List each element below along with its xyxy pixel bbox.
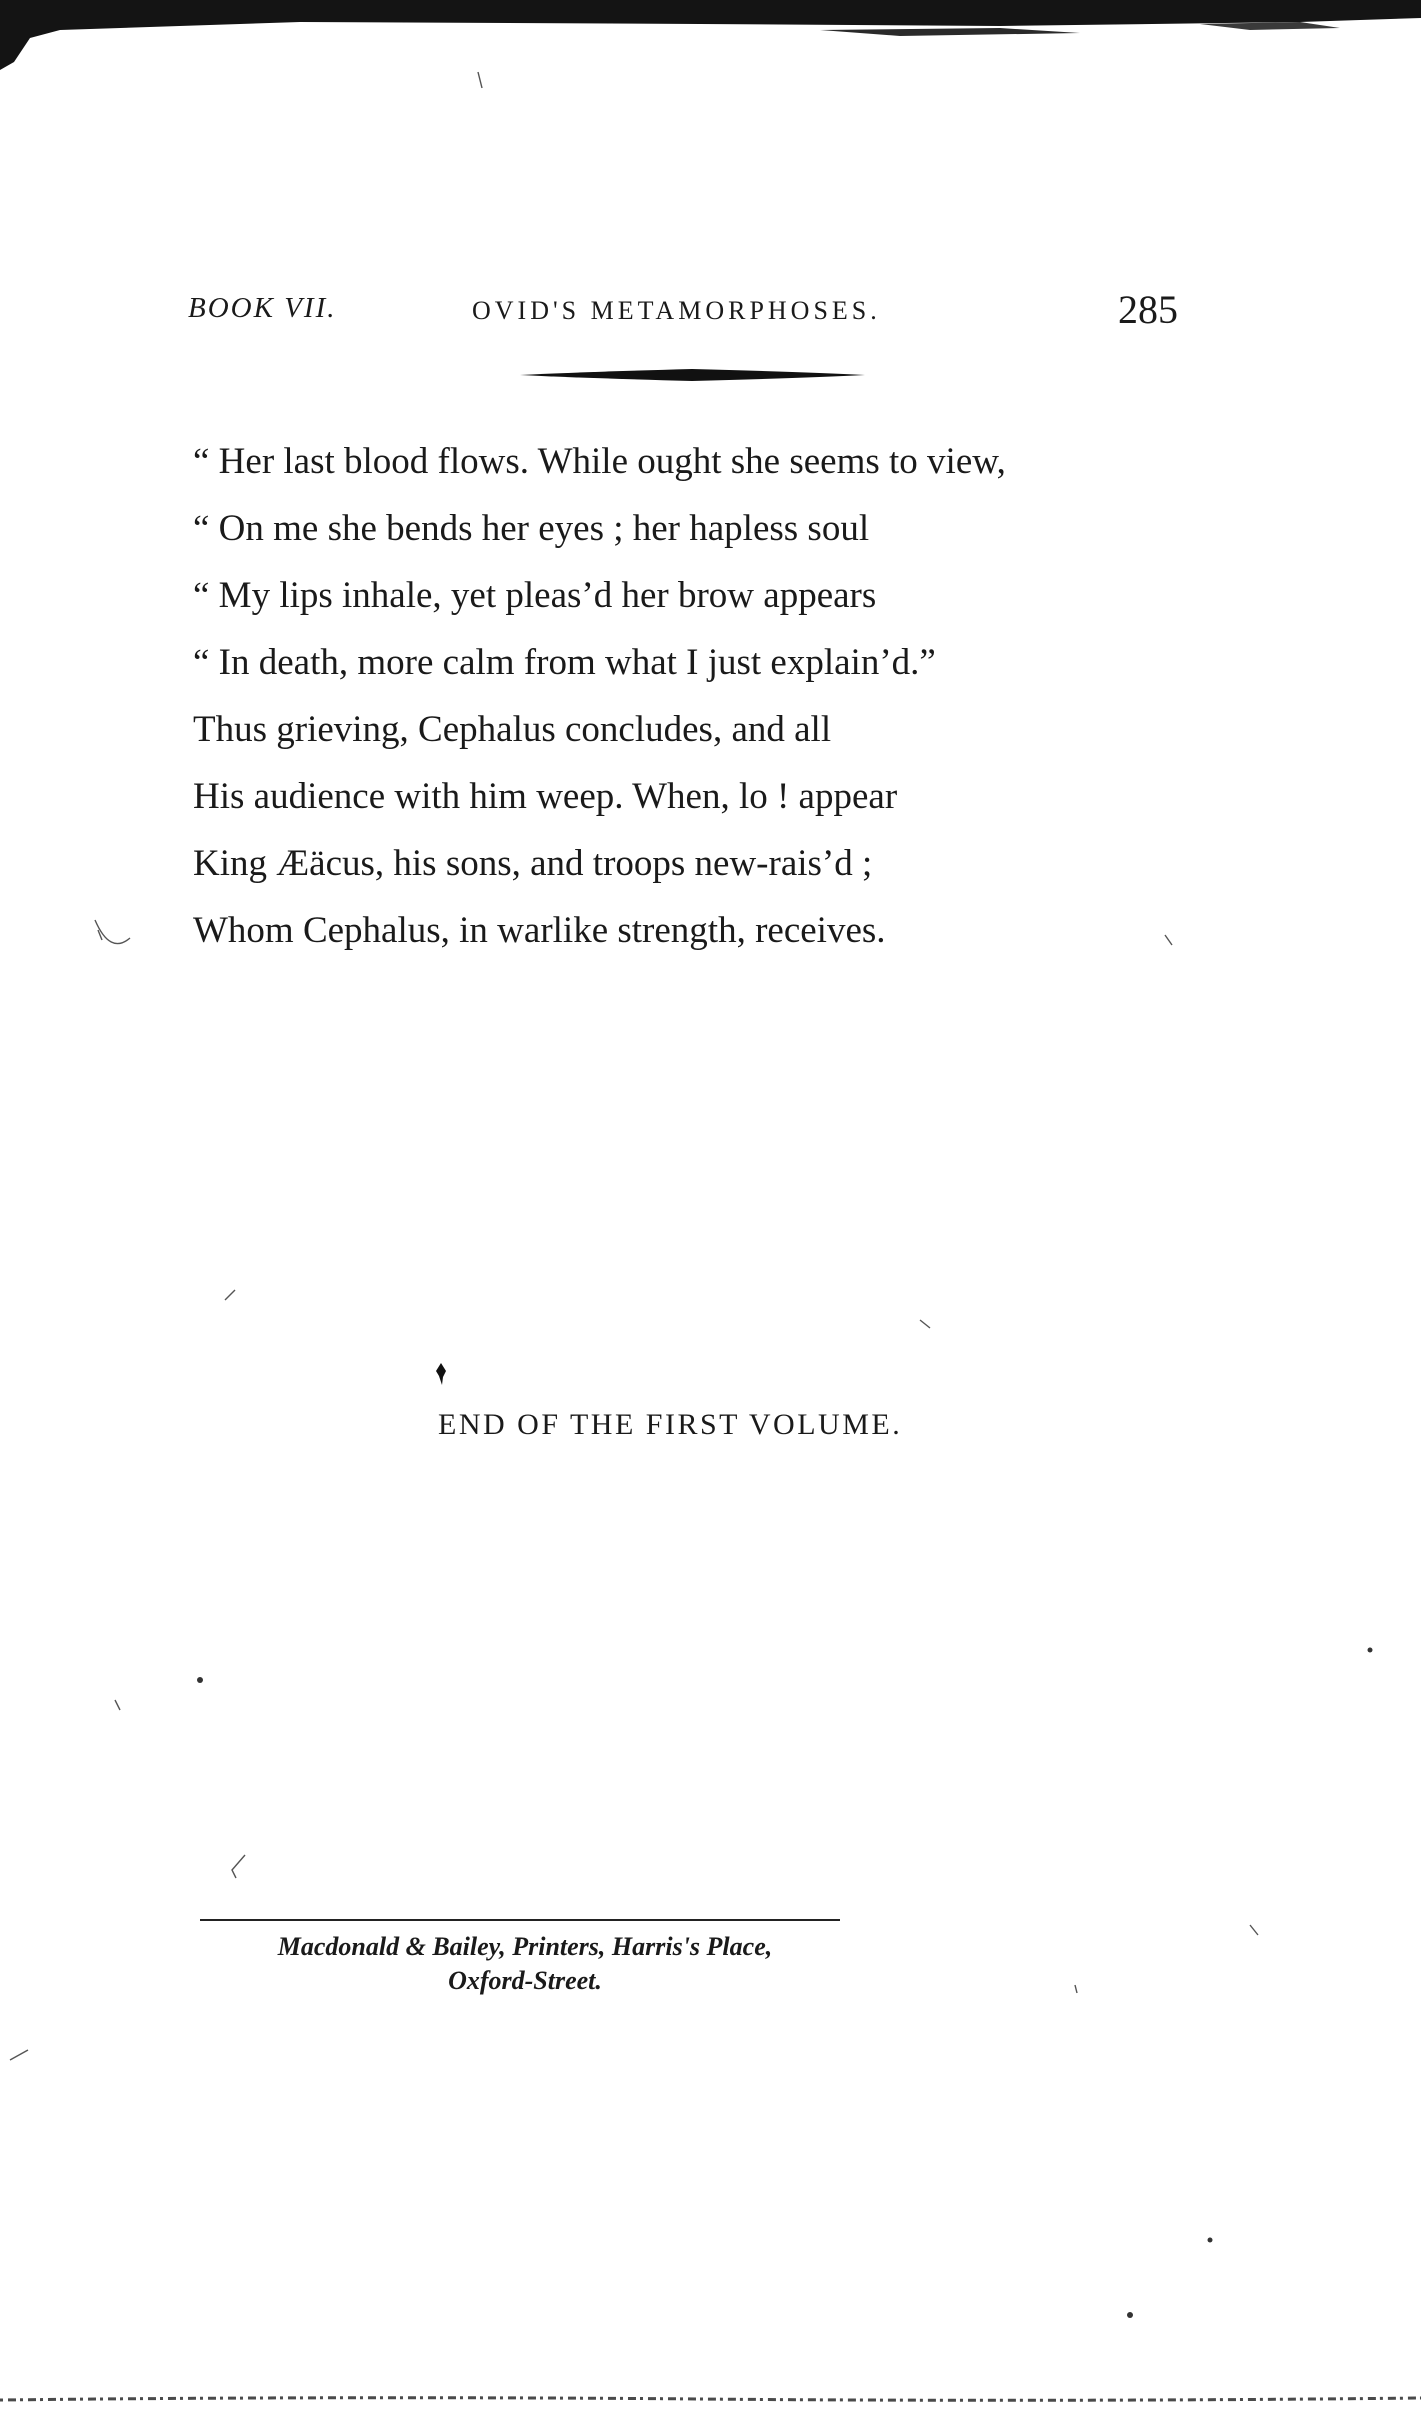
- verse-line: Whom Cephalus, in warlike strength, receives.: [193, 910, 886, 951]
- scanned-top-edge: [0, 0, 1421, 72]
- running-head: [188, 287, 1198, 342]
- running-head-book: BOOK VII.: [188, 292, 337, 324]
- imprint-line-street: Oxford-Street.: [448, 1966, 602, 1995]
- end-of-volume-note: END OF THE FIRST VOLUME.: [438, 1408, 903, 1441]
- running-head-title: OVID'S METAMORPHOSES.: [472, 296, 881, 325]
- ink-blot: [434, 1363, 448, 1385]
- verse-line: “ In death, more calm from what I just explain’d.”: [193, 642, 936, 683]
- verse-line: “ On me she bends her eyes ; her hapless soul: [193, 508, 870, 549]
- verse-line: “ Her last blood flows. While ought she seems to view,: [193, 441, 1006, 482]
- verse-line: Thus grieving, Cephalus concludes, and all: [193, 709, 832, 750]
- verse-line: “ My lips inhale, yet pleas’d her brow appears: [193, 575, 877, 616]
- page-number: 285: [1118, 287, 1178, 332]
- imprint-line-printers: Macdonald & Bailey, Printers, Harris's Place,: [277, 1932, 773, 1961]
- verse-passage: [193, 428, 1243, 964]
- scanned-bottom-edge: [0, 2380, 1421, 2409]
- verse-line: King Æäcus, his sons, and troops new-rais’d ;: [193, 843, 873, 884]
- printer-imprint: [200, 1930, 850, 1998]
- header-rule: [520, 368, 865, 382]
- verse-line: His audience with him weep. When, lo ! appear: [193, 776, 898, 817]
